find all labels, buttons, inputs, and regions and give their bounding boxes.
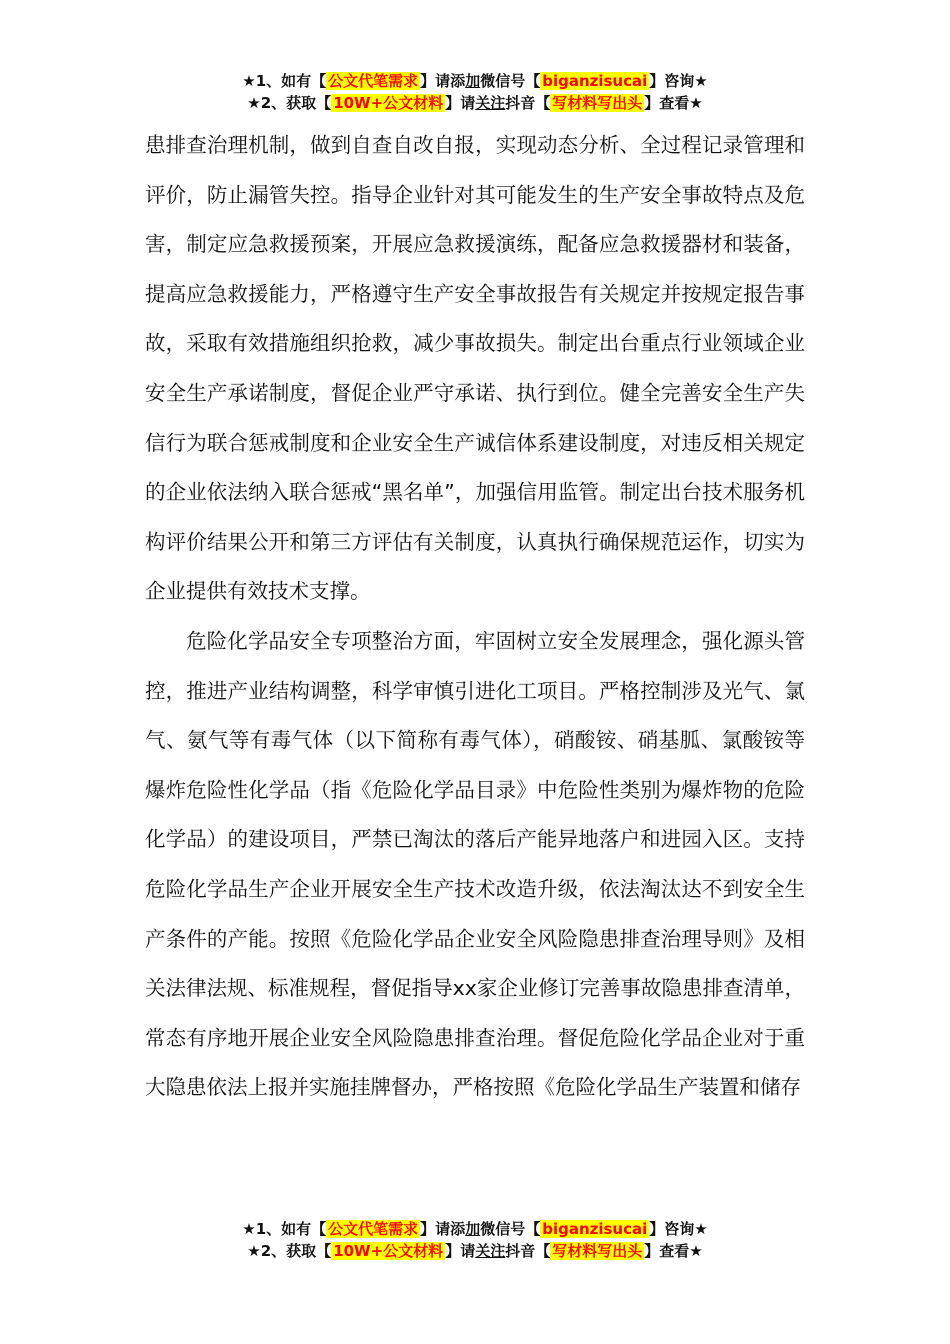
highlight-wechat-id: biganzisucai [542, 1220, 648, 1238]
banner-line-1: ★1、如有【 公文代笔需求 】请添加微信号【 biganzisucai 】咨询★ [242, 72, 708, 90]
banner-line-2: ★2、获取【 10W+公文材料 】请关注抖音【 写材料写出头 】查看★ [247, 94, 703, 112]
highlight-service: 公文代笔需求 [328, 1220, 419, 1238]
highlight-douyin-account: 写材料写出头 [552, 94, 643, 112]
footer-banner [0, 1218, 950, 1262]
highlight-materials: 10W+公文材料 [333, 94, 444, 112]
document-body [145, 121, 805, 1113]
highlight-douyin-account: 写材料写出头 [552, 1242, 643, 1260]
header-banner [0, 70, 950, 114]
highlight-materials: 10W+公文材料 [333, 1242, 444, 1260]
highlight-service: 公文代笔需求 [328, 72, 419, 90]
paragraph-1: 患排查治理机制，做到自查自改自报，实现动态分析、全过程记录管理和评价，防止漏管失控。指导企业针对其可能发生的生产安全事故特点及危害，制定应急救援预案，开展应急救援演练，配备应急救援器材和装备，提高应急救援能力，严格遵守生产安全事故报告有关规定并按规定报告事故，采取有效措施组织抢救，减少事故损失。制定出台重点行业领域企业安全生产承诺制度，督促企业严守承诺、执行到位。健全完善安全生产失信行为联合惩戒制度和企业安全生产诚信体系建设制度，对违反相关规定的企业依法纳入联合惩戒“黑名单”，加强信用监管。制定出台技术服务机构评价结果公开和第三方评估有关制度，认真执行确保规范运作，切实为企业提供有效技术支撑。 [145, 133, 805, 604]
paragraph-2: 危险化学品安全专项整治方面，牢固树立安全发展理念，强化源头管控，推进产业结构调整，科学审慎引进化工项目。严格控制涉及光气、氯气、氨气等有毒气体（以下简称有毒气体），硝酸铵、硝基胍、氯酸铵等爆炸危险性化学品（指《危险化学品目录》中危险性类别为爆炸物的危险化学品）的建设项目，严禁已淘汰的落后产能异地落户和进园入区。支持危险化学品生产企业开展安全生产技术改造升级，依法淘汰达不到安全生产条件的产能。按照《危险化学品企业安全风险隐患排查治理导则》及相关法律法规、标准规程，督促指导xx家企业修订完善事故隐患排查清单，常态有序地开展企业安全风险隐患排查治理。督促危险化学品企业对于重大隐患依法上报并实施挂牌督办，严格按照《危险化学品生产装置和储存 [145, 628, 805, 1100]
highlight-wechat-id: biganzisucai [542, 72, 648, 90]
banner-line-1: ★1、如有【 公文代笔需求 】请添加微信号【 biganzisucai 】咨询★ [242, 1220, 708, 1238]
banner-line-2: ★2、获取【 10W+公文材料 】请关注抖音【 写材料写出头 】查看★ [247, 1242, 703, 1260]
